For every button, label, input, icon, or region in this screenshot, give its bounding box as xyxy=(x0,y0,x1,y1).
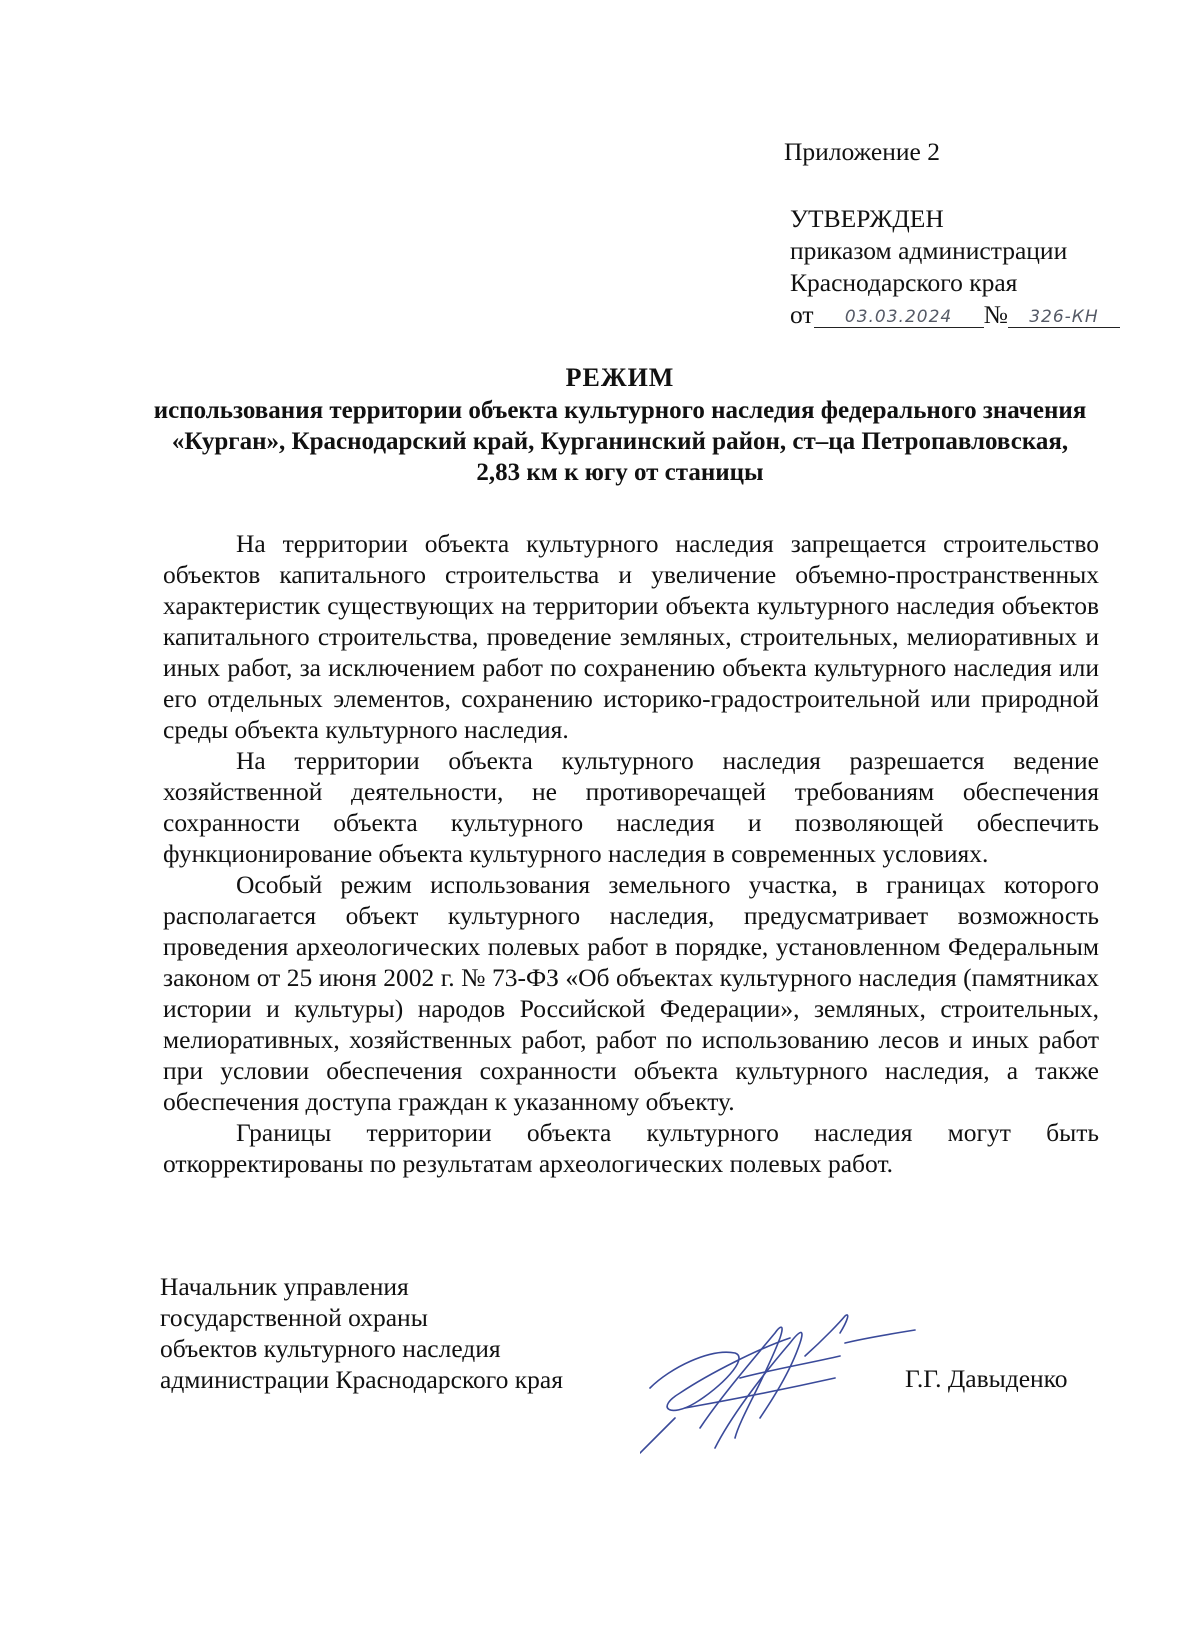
paragraph-3: Особый режим использования земельного участка, в границах которого располагается объект культурного наследия, предусматривает возможность проведения археологических полевых работ в порядке, установленном Федеральным законом от 25 июня 2002 г. № 73-ФЗ «Об объектах культурного наследия (памятниках истории и культуры) народов Российской Федерации», земляных, строительных, мелиоративных, хозяйственных работ, работ по использованию лесов и иных работ при условии обеспечения сохранности объекта культурного наследия, а также обеспечения доступа граждан к указанному объекту. xyxy=(163,870,1099,1116)
paragraph-4: Границы территории объекта культурного наследия могут быть откорректированы по результатам археологических полевых работ. xyxy=(163,1118,1099,1178)
approval-line-2: Краснодарского края xyxy=(790,268,1018,297)
paragraph-1: На территории объекта культурного наследия запрещается строительство объектов капитального строительства и увеличение объемно-пространственных характеристик существующих на территории объекта культурного наследия объектов капитального строительства, проведение земляных, строительных, мелиоративных и иных работ, за исключением работ по сохранению объекта культурного наследия или его отдельных элементов, сохранению историко-градостроительной или природной среды объекта культурного наследия. xyxy=(163,529,1099,744)
document-title: РЕЖИМ xyxy=(565,363,675,392)
document-heading xyxy=(150,362,1090,488)
approval-block xyxy=(790,203,1120,331)
order-number: 326-КН xyxy=(1008,307,1120,328)
number-label: № xyxy=(983,300,1008,329)
signatory-name: Г.Г. Давыденко xyxy=(905,1364,1068,1393)
appendix-label: Приложение 2 xyxy=(784,137,940,166)
signatory-position xyxy=(160,1271,563,1395)
paragraph-2: На территории объекта культурного наследия разрешается ведение хозяйственной деятельности, не противоречащей требованиям обеспечения сохранности объекта культурного наследия и позволяющей обеспечить функционирование объекта культурного наследия в современных условиях. xyxy=(163,746,1099,868)
handwritten-signature xyxy=(640,1308,920,1458)
signatory-line-4: администрации Краснодарского края xyxy=(160,1365,563,1394)
document-subtitle: использования территории объекта культурного наследия федерального значения «Курган», Краснодарский край, Курганинский район, ст–ца Петропавловская, 2,83 км к югу от станицы xyxy=(153,397,1087,486)
approval-order-line xyxy=(790,299,1120,331)
order-date: 03.03.2024 xyxy=(814,307,984,328)
signatory-line-1: Начальник управления xyxy=(160,1272,409,1301)
approval-title: УТВЕРЖДЕН xyxy=(790,204,944,233)
signatory-line-3: объектов культурного наследия xyxy=(160,1334,501,1363)
signatory-line-2: государственной охраны xyxy=(160,1303,428,1332)
approval-line-1: приказом администрации xyxy=(790,236,1068,265)
from-label: от xyxy=(790,300,814,329)
document-body xyxy=(163,528,1099,1179)
